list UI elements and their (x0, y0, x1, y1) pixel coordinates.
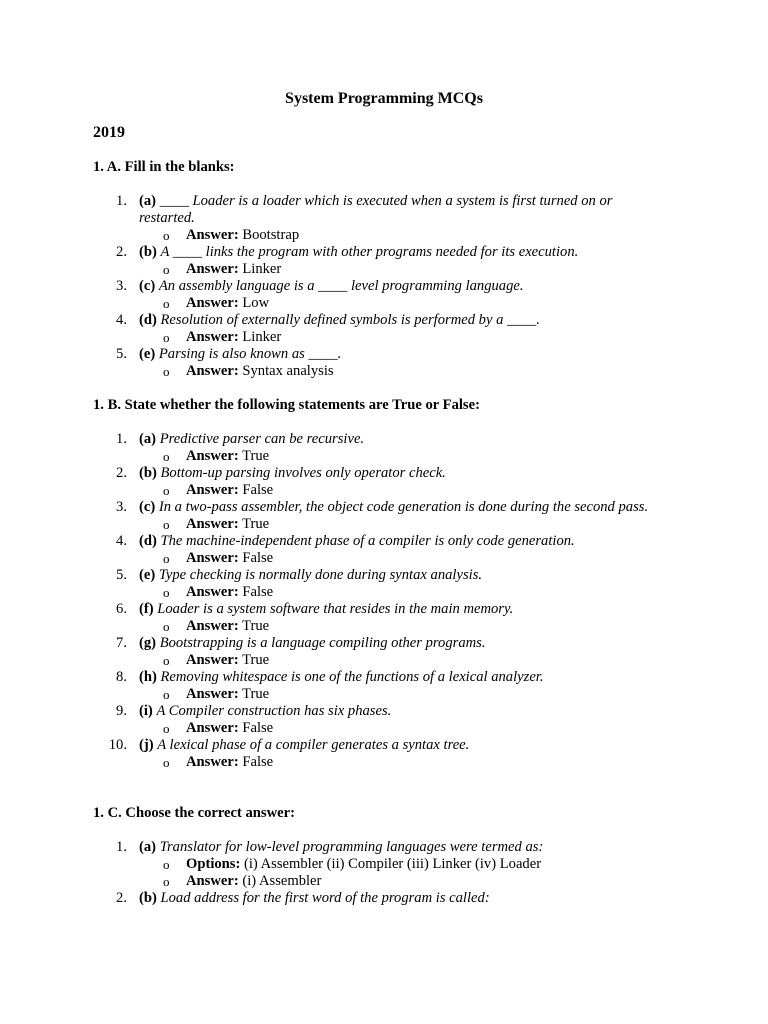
bullet-icon: o (163, 687, 170, 702)
bullet-icon: o (163, 228, 170, 243)
answer-value: True (242, 516, 270, 532)
bullet-icon: o (163, 262, 170, 277)
list-item (93, 669, 659, 703)
item-text: Removing whitespace is one of the functions of a lexical analyzer. (160, 669, 544, 685)
answer-line: o Answer: False (163, 754, 274, 770)
item-text: A lexical phase of a compiler generates a syntax tree. (157, 737, 470, 753)
section-c-heading: 1. C. Choose the correct answer: (93, 805, 295, 821)
section-b-heading: 1. B. State whether the following statements are True or False: (93, 397, 480, 413)
bullet-icon: o (163, 721, 170, 736)
answer-line: o Answer: False (163, 720, 274, 736)
item-text: A ____ links the program with other programs needed for its execution. (160, 244, 579, 260)
section-a-list (93, 193, 693, 380)
answer-value: True (242, 618, 270, 634)
item-letter: (d) (139, 312, 157, 328)
answer-value: True (242, 652, 270, 668)
item-number: 5. (116, 567, 127, 583)
bullet-icon: o (163, 653, 170, 668)
answer-value: False (242, 754, 274, 770)
answer-line: o Answer: Syntax analysis (163, 363, 334, 379)
item-number: 1. (116, 839, 127, 855)
answer-line: o Answer: True (163, 686, 270, 702)
bullet-icon: o (163, 483, 170, 498)
document-title: System Programming MCQs (285, 90, 483, 107)
bullet-icon: o (163, 551, 170, 566)
item-letter: (b) (139, 244, 157, 260)
answer-line: o Answer: Bootstrap (163, 227, 300, 243)
item-number: 3. (116, 278, 127, 294)
item-letter: (c) (139, 278, 156, 294)
answer-value: False (242, 584, 274, 600)
year-heading: 2019 (93, 124, 125, 141)
list-item (93, 890, 659, 907)
section-c-list (93, 839, 693, 907)
bullet-icon: o (163, 364, 170, 379)
item-text: Load address for the first word of the program is called: (160, 890, 490, 906)
item-text: In a two-pass assembler, the object code generation is done during the second pass. (158, 499, 649, 515)
answer-value: False (242, 482, 274, 498)
list-item (93, 499, 659, 533)
bullet-icon: o (163, 755, 170, 770)
item-letter: (e) (139, 346, 156, 362)
answer-line: o Answer: False (163, 550, 274, 566)
item-text: Type checking is normally done during syntax analysis. (158, 567, 483, 583)
item-number: 10. (108, 737, 127, 753)
item-letter: (h) (139, 669, 157, 685)
answer-value: False (242, 550, 274, 566)
item-text: The machine-independent phase of a compiler is only code generation. (160, 533, 575, 549)
list-item (93, 737, 659, 771)
answer-value: Linker (242, 261, 282, 277)
list-item (93, 312, 659, 346)
item-number: 3. (116, 499, 127, 515)
item-number: 5. (116, 346, 127, 362)
list-item (93, 244, 659, 278)
list-item (93, 533, 659, 567)
section-a (93, 159, 693, 380)
item-text: A Compiler construction has six phases. (156, 703, 392, 719)
item-number: 4. (116, 533, 127, 549)
item-letter: (a) (139, 839, 157, 855)
item-number: 8. (116, 669, 127, 685)
item-number: 1. (116, 431, 127, 447)
item-letter: (b) (139, 890, 157, 906)
answer-line: o Answer: Linker (163, 329, 282, 345)
item-number: 4. (116, 312, 127, 328)
answer-line: o Answer: True (163, 618, 270, 634)
section-b-list (93, 431, 693, 771)
bullet-icon: o (163, 874, 170, 889)
item-number: 1. (116, 193, 127, 209)
section-c (93, 805, 693, 907)
item-number: 6. (116, 601, 127, 617)
item-number: 7. (116, 635, 127, 651)
item-letter: (a) (139, 431, 157, 447)
item-text: Predictive parser can be recursive. (159, 431, 365, 447)
item-text: An assembly language is a ____ level programming language. (158, 278, 524, 294)
bullet-icon: o (163, 857, 170, 872)
answer-value: False (242, 720, 274, 736)
answer-line: o Answer: True (163, 652, 270, 668)
item-letter: (j) (139, 737, 154, 753)
bullet-icon: o (163, 517, 170, 532)
section-a-heading: 1. A. Fill in the blanks: (93, 159, 235, 175)
list-item (93, 703, 659, 737)
bullet-icon: o (163, 449, 170, 464)
answer-line: o Answer: False (163, 584, 274, 600)
item-number: 9. (116, 703, 127, 719)
item-letter: (c) (139, 499, 156, 515)
list-item (93, 193, 659, 244)
bullet-icon: o (163, 330, 170, 345)
list-item (93, 431, 659, 465)
answer-value: Low (242, 295, 270, 311)
answer-value: (i) Assembler (242, 873, 322, 889)
item-text: Bootstrapping is a language compiling other programs. (159, 635, 486, 651)
section-b (93, 397, 693, 771)
list-item (93, 567, 659, 601)
options-value: (i) Assembler (ii) Compiler (iii) Linker (iv) Loader (244, 856, 542, 872)
item-number: 2. (116, 890, 127, 906)
answer-line: o Answer: True (163, 516, 270, 532)
answer-line: o Answer: False (163, 482, 274, 498)
item-letter: (b) (139, 465, 157, 481)
item-letter: (f) (139, 601, 154, 617)
answer-value: Linker (242, 329, 282, 345)
answer-value: True (242, 686, 270, 702)
answer-value: True (242, 448, 270, 464)
answer-value: Bootstrap (242, 227, 300, 243)
list-item (93, 346, 659, 380)
item-text: Resolution of externally defined symbols is performed by a ____. (160, 312, 540, 328)
answer-line: o Answer: (i) Assembler (163, 873, 322, 889)
list-item (93, 601, 659, 635)
item-text: Bottom-up parsing involves only operator check. (160, 465, 446, 481)
item-text: Loader is a system software that resides in the main memory. (157, 601, 514, 617)
answer-value: Syntax analysis (242, 363, 334, 379)
item-text: ____ Loader is a loader which is executed when a system is first turned on or restarted. (139, 193, 613, 226)
answer-line: o Answer: True (163, 448, 270, 464)
answer-line: o Answer: Linker (163, 261, 282, 277)
options-line: o Options: (i) Assembler (ii) Compiler (iii) Linker (iv) Loader (163, 856, 542, 872)
list-item (93, 635, 659, 669)
item-letter: (e) (139, 567, 156, 583)
bullet-icon: o (163, 296, 170, 311)
list-item (93, 278, 659, 312)
item-text: Translator for low-level programming languages were termed as: (159, 839, 544, 855)
answer-line: o Answer: Low (163, 295, 270, 311)
bullet-icon: o (163, 619, 170, 634)
item-letter: (a) (139, 193, 157, 209)
item-number: 2. (116, 244, 127, 260)
item-text: Parsing is also known as ____. (158, 346, 342, 362)
item-letter: (i) (139, 703, 153, 719)
item-letter: (g) (139, 635, 157, 651)
list-item (93, 465, 659, 499)
item-number: 2. (116, 465, 127, 481)
bullet-icon: o (163, 585, 170, 600)
item-letter: (d) (139, 533, 157, 549)
list-item (93, 839, 659, 890)
